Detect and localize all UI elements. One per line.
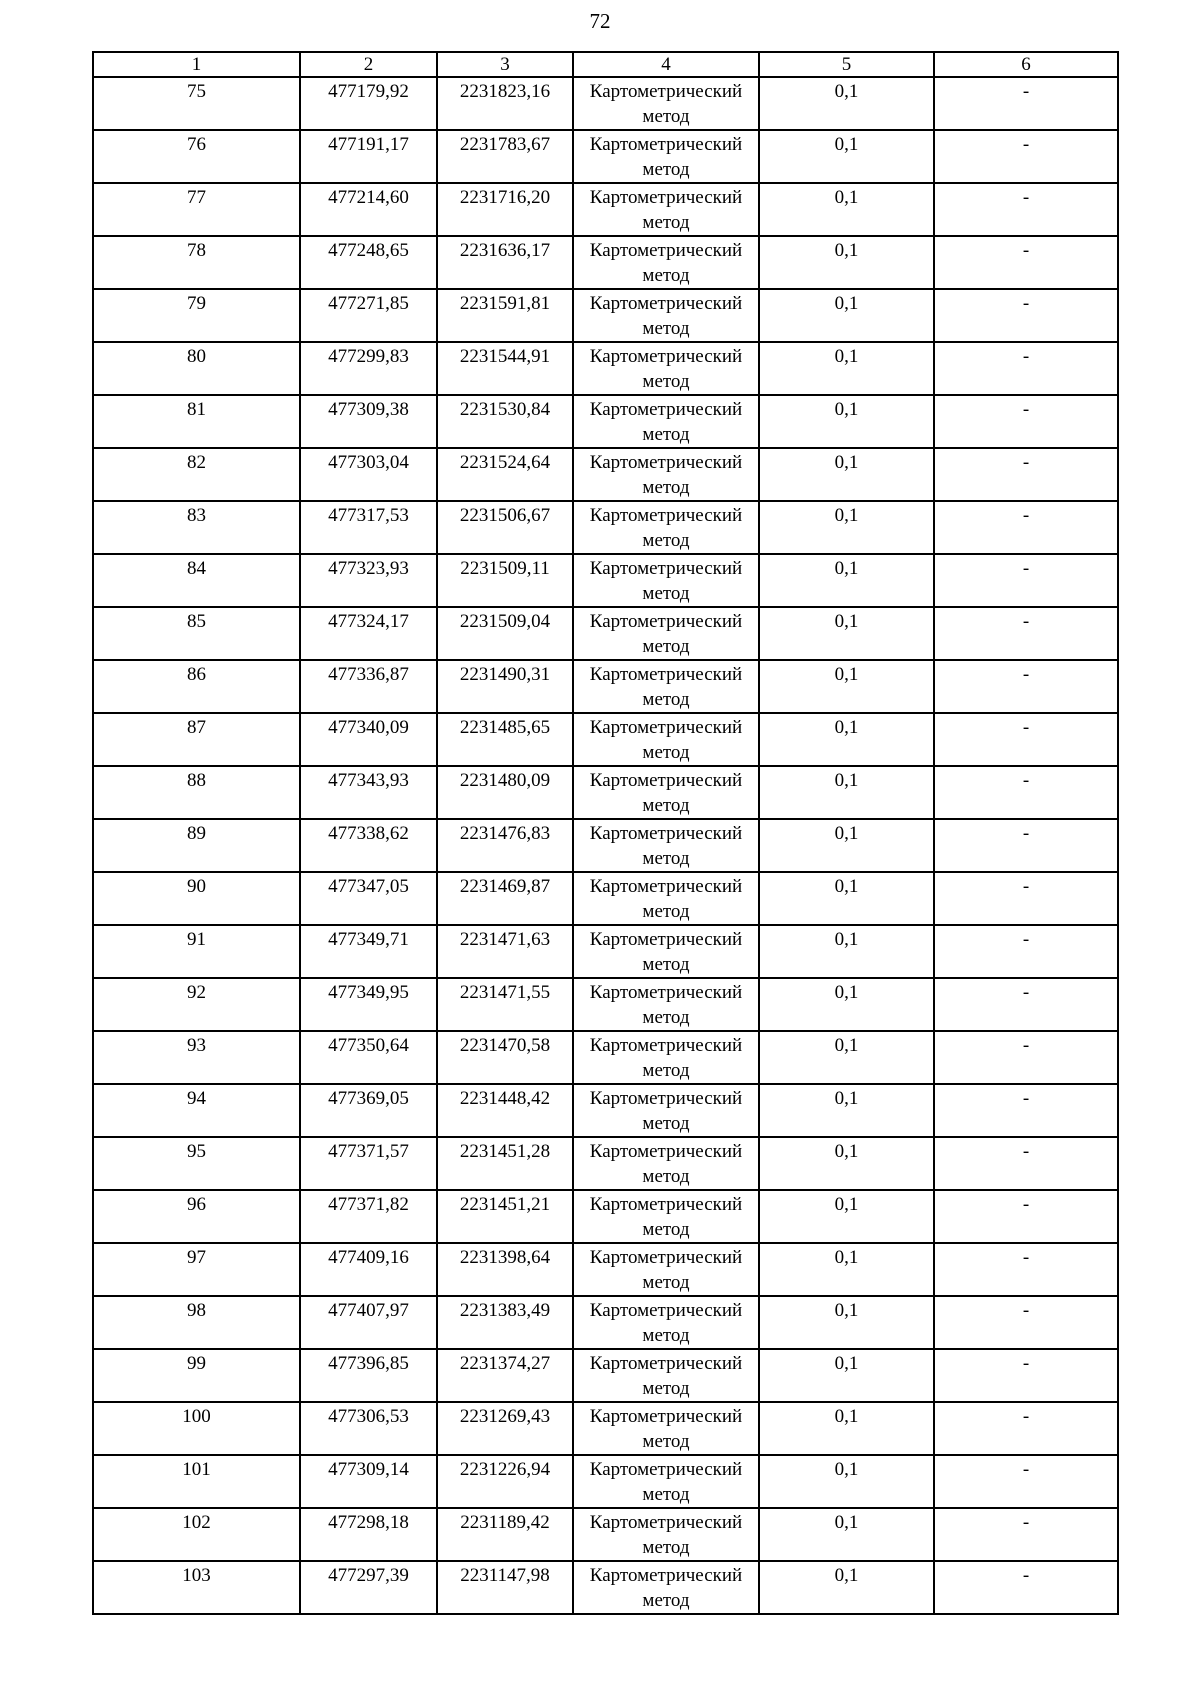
y-coordinate-cell: 2231716,20	[437, 183, 573, 236]
x-coordinate-cell: 477324,17	[300, 607, 437, 660]
column-header: 2	[300, 52, 437, 77]
accuracy-cell: 0,1	[759, 501, 934, 554]
point-number-cell: 100	[93, 1402, 300, 1455]
accuracy-cell: 0,1	[759, 1296, 934, 1349]
point-number-cell: 96	[93, 1190, 300, 1243]
y-coordinate-cell: 2231226,94	[437, 1455, 573, 1508]
table-row	[93, 713, 1118, 766]
note-cell: -	[934, 925, 1118, 978]
table-row	[93, 978, 1118, 1031]
point-number-cell: 92	[93, 978, 300, 1031]
accuracy-cell: 0,1	[759, 1031, 934, 1084]
y-coordinate-cell: 2231783,67	[437, 130, 573, 183]
method-cell: Картометрический метод	[573, 236, 759, 289]
accuracy-cell: 0,1	[759, 554, 934, 607]
y-coordinate-cell: 2231374,27	[437, 1349, 573, 1402]
table-row	[93, 1349, 1118, 1402]
x-coordinate-cell: 477214,60	[300, 183, 437, 236]
note-cell: -	[934, 448, 1118, 501]
accuracy-cell: 0,1	[759, 978, 934, 1031]
y-coordinate-cell: 2231591,81	[437, 289, 573, 342]
table-row	[93, 1084, 1118, 1137]
y-coordinate-cell: 2231490,31	[437, 660, 573, 713]
method-cell: Картометрический метод	[573, 1243, 759, 1296]
x-coordinate-cell: 477303,04	[300, 448, 437, 501]
method-cell: Картометрический метод	[573, 1296, 759, 1349]
y-coordinate-cell: 2231509,04	[437, 607, 573, 660]
table-row	[93, 395, 1118, 448]
note-cell: -	[934, 1243, 1118, 1296]
method-cell: Картометрический метод	[573, 660, 759, 713]
table-row	[93, 766, 1118, 819]
y-coordinate-cell: 2231471,63	[437, 925, 573, 978]
point-number-cell: 98	[93, 1296, 300, 1349]
note-cell: -	[934, 1561, 1118, 1614]
accuracy-cell: 0,1	[759, 1084, 934, 1137]
y-coordinate-cell: 2231383,49	[437, 1296, 573, 1349]
point-number-cell: 94	[93, 1084, 300, 1137]
method-cell: Картометрический метод	[573, 1402, 759, 1455]
y-coordinate-cell: 2231189,42	[437, 1508, 573, 1561]
point-number-cell: 102	[93, 1508, 300, 1561]
x-coordinate-cell: 477350,64	[300, 1031, 437, 1084]
note-cell: -	[934, 1349, 1118, 1402]
x-coordinate-cell: 477369,05	[300, 1084, 437, 1137]
table-row	[93, 1190, 1118, 1243]
note-cell: -	[934, 1402, 1118, 1455]
method-cell: Картометрический метод	[573, 395, 759, 448]
x-coordinate-cell: 477191,17	[300, 130, 437, 183]
method-cell: Картометрический метод	[573, 448, 759, 501]
note-cell: -	[934, 819, 1118, 872]
table-row	[93, 289, 1118, 342]
y-coordinate-cell: 2231485,65	[437, 713, 573, 766]
point-number-cell: 90	[93, 872, 300, 925]
x-coordinate-cell: 477306,53	[300, 1402, 437, 1455]
accuracy-cell: 0,1	[759, 660, 934, 713]
note-cell: -	[934, 713, 1118, 766]
y-coordinate-cell: 2231147,98	[437, 1561, 573, 1614]
point-number-cell: 83	[93, 501, 300, 554]
point-number-cell: 101	[93, 1455, 300, 1508]
method-cell: Картометрический метод	[573, 607, 759, 660]
y-coordinate-cell: 2231480,09	[437, 766, 573, 819]
point-number-cell: 95	[93, 1137, 300, 1190]
y-coordinate-cell: 2231469,87	[437, 872, 573, 925]
point-number-cell: 82	[93, 448, 300, 501]
method-cell: Картометрический метод	[573, 819, 759, 872]
accuracy-cell: 0,1	[759, 130, 934, 183]
column-header: 6	[934, 52, 1118, 77]
page-number: 72	[589, 9, 611, 33]
y-coordinate-cell: 2231448,42	[437, 1084, 573, 1137]
point-number-cell: 84	[93, 554, 300, 607]
table-row	[93, 448, 1118, 501]
method-cell: Картометрический метод	[573, 342, 759, 395]
table-row	[93, 1296, 1118, 1349]
note-cell: -	[934, 872, 1118, 925]
point-number-cell: 97	[93, 1243, 300, 1296]
point-number-cell: 93	[93, 1031, 300, 1084]
x-coordinate-cell: 477248,65	[300, 236, 437, 289]
accuracy-cell: 0,1	[759, 1402, 934, 1455]
method-cell: Картометрический метод	[573, 1455, 759, 1508]
accuracy-cell: 0,1	[759, 289, 934, 342]
accuracy-cell: 0,1	[759, 77, 934, 130]
x-coordinate-cell: 477336,87	[300, 660, 437, 713]
note-cell: -	[934, 289, 1118, 342]
method-cell: Картометрический метод	[573, 77, 759, 130]
table-header	[93, 52, 1118, 77]
method-cell: Картометрический метод	[573, 1561, 759, 1614]
column-header: 5	[759, 52, 934, 77]
y-coordinate-cell: 2231269,43	[437, 1402, 573, 1455]
table-row	[93, 925, 1118, 978]
y-coordinate-cell: 2231398,64	[437, 1243, 573, 1296]
note-cell: -	[934, 1508, 1118, 1561]
method-cell: Картометрический метод	[573, 872, 759, 925]
x-coordinate-cell: 477317,53	[300, 501, 437, 554]
x-coordinate-cell: 477396,85	[300, 1349, 437, 1402]
x-coordinate-cell: 477271,85	[300, 289, 437, 342]
table-row	[93, 342, 1118, 395]
y-coordinate-cell: 2231530,84	[437, 395, 573, 448]
point-number-cell: 77	[93, 183, 300, 236]
accuracy-cell: 0,1	[759, 819, 934, 872]
method-cell: Картометрический метод	[573, 183, 759, 236]
method-cell: Картометрический метод	[573, 289, 759, 342]
point-number-cell: 88	[93, 766, 300, 819]
y-coordinate-cell: 2231509,11	[437, 554, 573, 607]
table-body	[93, 77, 1118, 1614]
point-number-cell: 91	[93, 925, 300, 978]
point-number-cell: 85	[93, 607, 300, 660]
coordinates-table	[92, 51, 1119, 1615]
note-cell: -	[934, 1455, 1118, 1508]
accuracy-cell: 0,1	[759, 1243, 934, 1296]
note-cell: -	[934, 1296, 1118, 1349]
method-cell: Картометрический метод	[573, 1084, 759, 1137]
table-row	[93, 1561, 1118, 1614]
method-cell: Картометрический метод	[573, 1137, 759, 1190]
method-cell: Картометрический метод	[573, 501, 759, 554]
table-row	[93, 607, 1118, 660]
point-number-cell: 75	[93, 77, 300, 130]
accuracy-cell: 0,1	[759, 1190, 934, 1243]
note-cell: -	[934, 607, 1118, 660]
column-header: 3	[437, 52, 573, 77]
y-coordinate-cell: 2231451,28	[437, 1137, 573, 1190]
x-coordinate-cell: 477343,93	[300, 766, 437, 819]
point-number-cell: 89	[93, 819, 300, 872]
note-cell: -	[934, 660, 1118, 713]
note-cell: -	[934, 395, 1118, 448]
y-coordinate-cell: 2231524,64	[437, 448, 573, 501]
accuracy-cell: 0,1	[759, 448, 934, 501]
table-row	[93, 1243, 1118, 1296]
x-coordinate-cell: 477338,62	[300, 819, 437, 872]
y-coordinate-cell: 2231470,58	[437, 1031, 573, 1084]
x-coordinate-cell: 477323,93	[300, 554, 437, 607]
method-cell: Картометрический метод	[573, 978, 759, 1031]
table-row	[93, 1402, 1118, 1455]
x-coordinate-cell: 477371,57	[300, 1137, 437, 1190]
note-cell: -	[934, 1190, 1118, 1243]
method-cell: Картометрический метод	[573, 713, 759, 766]
point-number-cell: 86	[93, 660, 300, 713]
x-coordinate-cell: 477371,82	[300, 1190, 437, 1243]
accuracy-cell: 0,1	[759, 1455, 934, 1508]
accuracy-cell: 0,1	[759, 925, 934, 978]
accuracy-cell: 0,1	[759, 342, 934, 395]
y-coordinate-cell: 2231471,55	[437, 978, 573, 1031]
method-cell: Картометрический метод	[573, 766, 759, 819]
accuracy-cell: 0,1	[759, 1508, 934, 1561]
point-number-cell: 87	[93, 713, 300, 766]
header-row	[93, 52, 1118, 77]
x-coordinate-cell: 477179,92	[300, 77, 437, 130]
table-row	[93, 1455, 1118, 1508]
table-row	[93, 130, 1118, 183]
accuracy-cell: 0,1	[759, 1349, 934, 1402]
x-coordinate-cell: 477407,97	[300, 1296, 437, 1349]
x-coordinate-cell: 477298,18	[300, 1508, 437, 1561]
x-coordinate-cell: 477349,71	[300, 925, 437, 978]
method-cell: Картометрический метод	[573, 925, 759, 978]
note-cell: -	[934, 130, 1118, 183]
note-cell: -	[934, 766, 1118, 819]
note-cell: -	[934, 1084, 1118, 1137]
accuracy-cell: 0,1	[759, 607, 934, 660]
x-coordinate-cell: 477340,09	[300, 713, 437, 766]
point-number-cell: 80	[93, 342, 300, 395]
note-cell: -	[934, 501, 1118, 554]
x-coordinate-cell: 477309,38	[300, 395, 437, 448]
accuracy-cell: 0,1	[759, 395, 934, 448]
note-cell: -	[934, 236, 1118, 289]
y-coordinate-cell: 2231506,67	[437, 501, 573, 554]
y-coordinate-cell: 2231823,16	[437, 77, 573, 130]
accuracy-cell: 0,1	[759, 1561, 934, 1614]
method-cell: Картометрический метод	[573, 554, 759, 607]
accuracy-cell: 0,1	[759, 236, 934, 289]
table-row	[93, 236, 1118, 289]
table-row	[93, 872, 1118, 925]
x-coordinate-cell: 477349,95	[300, 978, 437, 1031]
column-header: 1	[93, 52, 300, 77]
method-cell: Картометрический метод	[573, 1508, 759, 1561]
x-coordinate-cell: 477309,14	[300, 1455, 437, 1508]
x-coordinate-cell: 477299,83	[300, 342, 437, 395]
method-cell: Картометрический метод	[573, 1031, 759, 1084]
note-cell: -	[934, 1031, 1118, 1084]
accuracy-cell: 0,1	[759, 872, 934, 925]
table-row	[93, 1137, 1118, 1190]
note-cell: -	[934, 554, 1118, 607]
point-number-cell: 81	[93, 395, 300, 448]
point-number-cell: 103	[93, 1561, 300, 1614]
point-number-cell: 79	[93, 289, 300, 342]
method-cell: Картометрический метод	[573, 1349, 759, 1402]
table-row	[93, 660, 1118, 713]
note-cell: -	[934, 342, 1118, 395]
y-coordinate-cell: 2231476,83	[437, 819, 573, 872]
x-coordinate-cell: 477409,16	[300, 1243, 437, 1296]
method-cell: Картометрический метод	[573, 1190, 759, 1243]
table-row	[93, 1508, 1118, 1561]
point-number-cell: 78	[93, 236, 300, 289]
accuracy-cell: 0,1	[759, 183, 934, 236]
table-row	[93, 77, 1118, 130]
note-cell: -	[934, 1137, 1118, 1190]
table-row	[93, 819, 1118, 872]
y-coordinate-cell: 2231636,17	[437, 236, 573, 289]
point-number-cell: 76	[93, 130, 300, 183]
note-cell: -	[934, 183, 1118, 236]
method-cell: Картометрический метод	[573, 130, 759, 183]
y-coordinate-cell: 2231451,21	[437, 1190, 573, 1243]
table-row	[93, 554, 1118, 607]
table-row	[93, 1031, 1118, 1084]
x-coordinate-cell: 477347,05	[300, 872, 437, 925]
note-cell: -	[934, 77, 1118, 130]
y-coordinate-cell: 2231544,91	[437, 342, 573, 395]
accuracy-cell: 0,1	[759, 713, 934, 766]
note-cell: -	[934, 978, 1118, 1031]
accuracy-cell: 0,1	[759, 1137, 934, 1190]
accuracy-cell: 0,1	[759, 766, 934, 819]
x-coordinate-cell: 477297,39	[300, 1561, 437, 1614]
table-row	[93, 501, 1118, 554]
point-number-cell: 99	[93, 1349, 300, 1402]
column-header: 4	[573, 52, 759, 77]
table-row	[93, 183, 1118, 236]
